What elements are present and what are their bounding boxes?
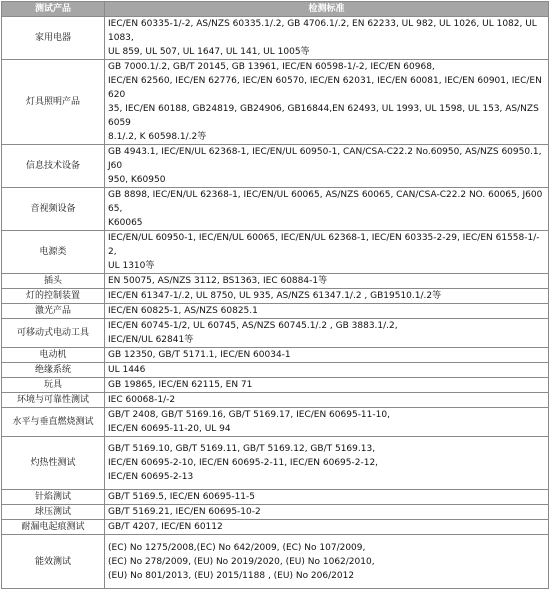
table-row	[2, 408, 549, 437]
standards-cell	[105, 408, 549, 437]
standards-cell	[105, 319, 549, 348]
standards-line: IEC/EN 61347-1/.2, UL 8750, UL 935, AS/NZS 61347.1/.2 , GB19510.1/.2等	[108, 291, 442, 301]
standards-cell	[105, 393, 549, 408]
table-row	[2, 304, 549, 319]
standards-line: IEC/EN 60695-11-20, UL 94	[108, 424, 231, 434]
standards-line: IEC/EN 62560, IEC/EN 62776, IEC/EN 60570, IEC/EN 62031, IEC/EN 60081, IEC/EN 60901, IEC/EN 620	[108, 76, 542, 100]
standards-line: IEC/EN 60695-2-10, IEC/EN 60695-2-11, IEC/EN 60695-2-12,	[108, 458, 379, 468]
standards-line: IEC/EN 60335-1/-2, AS/NZS 60335.1/.2, GB 4706.1/.2, EN 62233, UL 982, UL 1026, UL 1082, UL 1083,	[108, 19, 537, 43]
standards-line: IEC/EN/UL 62841等	[108, 335, 194, 345]
product-cell: 信息技术设备	[2, 145, 105, 188]
header-standards: 检测标准	[105, 2, 549, 17]
product-cell: 水平与垂直燃烧测试	[2, 408, 105, 437]
table-header	[2, 2, 549, 17]
product-cell: 玩具	[2, 378, 105, 393]
product-cell: 耐漏电起痕测试	[2, 520, 105, 535]
table-row	[2, 378, 549, 393]
standards-line: GB 7000.1/.2, GB/T 20145, GB 13961, IEC/EN 60598-1/-2, IEC/EN 60968,	[108, 62, 435, 72]
standards-line: GB/T 5169.10, GB/T 5169.11, GB/T 5169.12, GB/T 5169.13,	[108, 444, 376, 454]
table-row	[2, 17, 549, 60]
table-row	[2, 60, 549, 145]
standards-line: UL 1310等	[108, 261, 155, 271]
product-cell: 激光产品	[2, 304, 105, 319]
product-cell: 能效测试	[2, 535, 105, 589]
standards-line: GB 8898, IEC/EN/UL 62368-1, IEC/EN/UL 60065, AS/NZS 60065, CAN/CSA-C22.2 NO. 60065, J60065,	[108, 190, 543, 214]
standards-line: (EC) No 278/2009, (EU) No 2019/2020, (EU) No 1062/2010,	[108, 556, 375, 567]
table-row	[2, 490, 549, 505]
standards-cell	[105, 60, 549, 145]
standards-cell	[105, 363, 549, 378]
product-cell: 灼热性测试	[2, 437, 105, 490]
table-row	[2, 393, 549, 408]
standards-cell	[105, 274, 549, 289]
standards-line: GB/T 5169.21, IEC/EN 60695-10-2	[108, 507, 261, 517]
standards-cell	[105, 348, 549, 363]
table-row	[2, 231, 549, 274]
product-cell: 灯的控制装置	[2, 289, 105, 304]
product-cell: 音视频设备	[2, 188, 105, 231]
table-row	[2, 289, 549, 304]
standards-line: GB/T 5169.5, IEC/EN 60695-11-5	[108, 492, 255, 502]
standards-line: 950, K60950	[108, 175, 166, 185]
table-row	[2, 319, 549, 348]
table-row	[2, 437, 549, 490]
product-cell: 电动机	[2, 348, 105, 363]
product-cell: 环境与可靠性测试	[2, 393, 105, 408]
standards-cell	[105, 289, 549, 304]
table-row	[2, 535, 549, 589]
product-cell: 绝缘系统	[2, 363, 105, 378]
standards-cell	[105, 145, 549, 188]
product-cell: 球压测试	[2, 505, 105, 520]
product-cell: 插头	[2, 274, 105, 289]
standards-line: (EC) No 1275/2008,(EC) No 642/2009, (EC) No 107/2009,	[108, 542, 366, 553]
standards-cell	[105, 505, 549, 520]
table-row	[2, 145, 549, 188]
standards-line: UL 859, UL 507, UL 1647, UL 141, UL 1005等	[108, 47, 310, 57]
standards-line: GB 4943.1, IEC/EN/UL 62368-1, IEC/EN/UL 60950-1, CAN/CSA-C22.2 No.60950, AS/NZS 60950.1, J60	[108, 147, 542, 171]
table-row	[2, 363, 549, 378]
standards-line: EN 50075, AS/NZS 3112, BS1363, IEC 60884-1等	[108, 276, 328, 286]
standards-cell	[105, 304, 549, 319]
standards-line: IEC/EN/UL 60950-1, IEC/EN/UL 60065, IEC/EN/UL 62368-1, IEC/EN 60335-2-29, IEC/EN 61558-1/-2,	[108, 233, 540, 257]
table-body	[2, 17, 549, 589]
standards-cell	[105, 378, 549, 393]
product-cell: 针焰测试	[2, 490, 105, 505]
standards-line: K60065	[108, 218, 143, 228]
standards-line: GB 19865, IEC/EN 62115, EN 71	[108, 380, 253, 390]
standards-cell	[105, 437, 549, 490]
table-row	[2, 348, 549, 363]
standards-cell	[105, 188, 549, 231]
standards-line: UL 1446	[108, 365, 146, 375]
table-row	[2, 188, 549, 231]
product-cell: 家用电器	[2, 17, 105, 60]
standards-line: IEC 60068-1/-2	[108, 395, 176, 405]
standards-cell	[105, 17, 549, 60]
standards-line: GB/T 4207, IEC/EN 60112	[108, 522, 223, 532]
standards-cell	[105, 490, 549, 505]
standards-line: 35, IEC/EN 60188, GB24819, GB24906, GB16844,EN 62493, UL 1993, UL 1598, UL 153, AS/NZS 6059	[108, 104, 539, 128]
standards-cell	[105, 535, 549, 589]
product-cell: 可移动式电动工具	[2, 319, 105, 348]
product-cell: 电源类	[2, 231, 105, 274]
standards-line: IEC/EN 60695-2-13	[108, 472, 194, 482]
table-row	[2, 505, 549, 520]
header-row	[2, 2, 549, 17]
standards-cell	[105, 231, 549, 274]
table-row	[2, 274, 549, 289]
standards-line: GB 12350, GB/T 5171.1, IEC/EN 60034-1	[108, 350, 291, 360]
standards-line: (EU) No 801/2013, (EU) 2015/1188 , (EU) No 206/2012	[108, 570, 355, 581]
standards-line: IEC/EN 60825-1, AS/NZS 60825.1	[108, 306, 258, 316]
standards-line: GB/T 2408, GB/T 5169.16, GB/T 5169.17, IEC/EN 60695-11-10,	[108, 410, 390, 420]
standards-cell	[105, 520, 549, 535]
header-product: 测试产品	[2, 2, 105, 17]
table-row	[2, 520, 549, 535]
standards-table	[1, 1, 549, 589]
standards-line: IEC/EN 60745-1/2, UL 60745, AS/NZS 60745.1/.2 , GB 3883.1/.2,	[108, 321, 398, 331]
standards-line: 8.1/.2, K 60598.1/.2等	[108, 132, 207, 142]
product-cell: 灯具照明产品	[2, 60, 105, 145]
